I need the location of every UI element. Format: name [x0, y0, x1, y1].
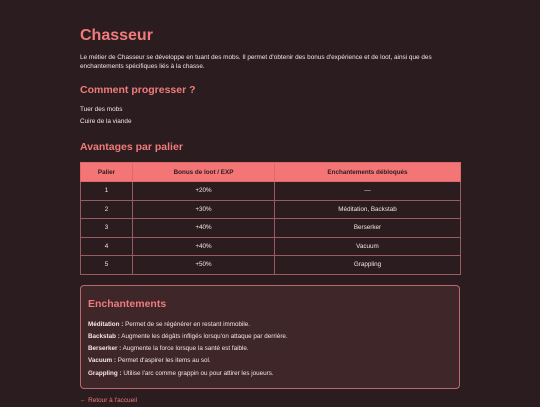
column-header-tier: Palier — [81, 163, 133, 182]
tiers-heading: Avantages par palier — [80, 141, 183, 153]
enchantment-name: Backstab : — [88, 332, 120, 340]
enchantment-item — [88, 355, 452, 367]
bonus-cell: +20% — [133, 182, 275, 201]
tier-cell: 2 — [81, 200, 133, 219]
enchantments-cell: Méditation, Backstab — [275, 200, 461, 219]
enchantment-item — [88, 368, 452, 380]
bonus-cell: +40% — [133, 237, 275, 256]
enchantments-cell: — — [275, 182, 461, 201]
table-row — [81, 200, 461, 219]
table-row — [81, 182, 461, 201]
progress-heading: Comment progresser ? — [80, 84, 196, 96]
enchantment-name: Grappling : — [88, 369, 122, 377]
main-content — [80, 26, 460, 407]
enchantment-item — [88, 331, 452, 343]
enchantments-card — [80, 285, 460, 389]
tier-cell: 3 — [81, 219, 133, 238]
tier-cell: 4 — [81, 237, 133, 256]
progress-list — [80, 104, 460, 128]
tiers-table — [80, 162, 461, 275]
column-header-enchantments: Enchantements débloqués — [275, 163, 461, 182]
enchantment-description: Utilise l'arc comme grappin ou pour attirer les joueurs. — [121, 369, 274, 377]
back-to-home-link[interactable]: ← Retour à l'accueil — [80, 396, 137, 404]
tier-cell: 5 — [81, 256, 133, 275]
enchantment-name: Vacuum : — [88, 357, 116, 365]
column-header-bonus: Bonus de loot / EXP — [133, 163, 275, 182]
enchantment-description: Permet de se régénérer en restant immobile. — [123, 320, 251, 328]
enchantments-cell: Berserker — [275, 219, 461, 238]
enchantments-cell: Grappling — [275, 256, 461, 275]
enchantment-name: Méditation : — [88, 320, 124, 328]
list-item: Cuire de la viande — [80, 118, 132, 125]
table-header-row — [81, 163, 461, 182]
enchantment-item — [88, 343, 452, 355]
tier-cell: 1 — [81, 182, 133, 201]
table-row — [81, 237, 461, 256]
intro-text: Le métier de Chasseur se développe en tuant des mobs. Il permet d'obtenir des bonus d'expérience et de loot, ainsi que des enchantements spécifiques liés à la chasse. — [80, 54, 432, 70]
enchantment-description: Permet d'aspirer les items au sol. — [116, 357, 211, 365]
enchantment-description: Augmente la force lorsque la santé est faible. — [121, 345, 249, 353]
enchantment-name: Berserker : — [88, 345, 122, 353]
enchantments-heading: Enchantements — [88, 297, 167, 310]
bonus-cell: +40% — [133, 219, 275, 238]
enchantments-cell: Vacuum — [275, 237, 461, 256]
list-item: Tuer des mobs — [80, 106, 123, 113]
bonus-cell: +50% — [133, 256, 275, 275]
enchantment-description: Augmente les dégâts infligés lorsqu'on attaque par derrière. — [119, 332, 288, 340]
page-title: Chasseur — [80, 27, 153, 44]
enchantment-item — [88, 319, 452, 331]
bonus-cell: +30% — [133, 200, 275, 219]
table-row — [81, 256, 461, 275]
table-row — [81, 219, 461, 238]
